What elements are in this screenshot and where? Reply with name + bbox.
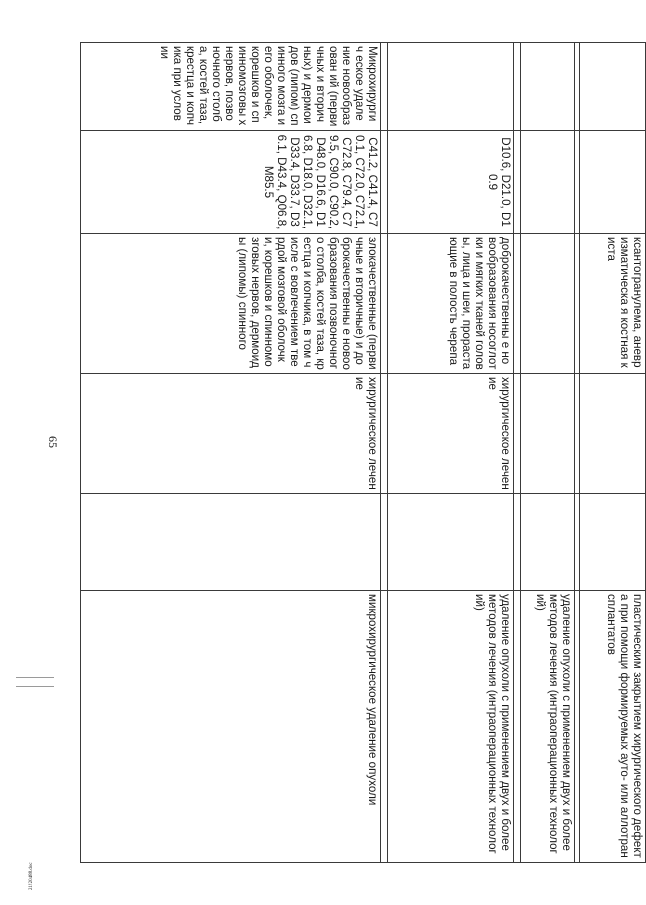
table-row [81, 43, 381, 863]
scan-mark [16, 686, 54, 687]
treatment-cell: пластическим закрытием хирургического дефекта при помощи формируемых ауто- или аллотрансплантатов [580, 591, 646, 863]
table-row [388, 43, 514, 863]
page-number: 65 [46, 436, 60, 448]
table-row [521, 43, 575, 863]
type-cell [521, 374, 575, 494]
description-cell: злокачественные (первичные и вторичные) и доброкачественны е новообразования позвоночного столба, костей таза, крестца и копчика, в том числе с вовлечением твердой мозговой оболочки, корешков и спинномозговых нервов, дермоиды (липомы) спинного [81, 234, 381, 374]
treatment-cell: микрохирургическое удаление опухоли [81, 591, 381, 863]
table-row [381, 43, 388, 863]
treatment-table [80, 42, 646, 863]
type-cell: хирургическое лечение [81, 374, 381, 494]
treatment-cell: удаление опухоли с применением двух и более методов лечения (интраоперационных технологий) [521, 591, 575, 863]
type-cell [580, 374, 646, 494]
description-cell: ксантогранулема, аневризматическа я костная киста [580, 234, 646, 374]
rotated-table-container [68, 42, 646, 862]
codes-cell: C41.2, C41.4, C70.1, C72.0, C72.1, C72.8, C79.4, C79.5, C90.0, C90.2, D48.0, D16.6, D16.8, D18.0, D32.1, D33.4, D33.7, D36.1, D43.4, Q06.8, M85.5 [81, 131, 381, 234]
treatment-cell: удаление опухоли с применением двух и более методов лечения (интраоперационных технологий) [388, 591, 514, 863]
name-cell [521, 43, 575, 131]
codes-cell [580, 131, 646, 234]
codes-cell [521, 131, 575, 234]
model-cell [580, 494, 646, 591]
description-cell: доброкачественны е новообразования носоглотки и мягких тканей головы, лица и шеи, прорастающие в полость черепа [388, 234, 514, 374]
name-cell [580, 43, 646, 131]
table-row [514, 43, 521, 863]
file-reference: 21!20488.doc [29, 862, 34, 890]
scan-mark [16, 677, 54, 678]
codes-cell: D10.6, D21.0, D10.9 [388, 131, 514, 234]
name-cell: Микрохирургич еское удаление новообразован ий (первичных и вторичных) и дермоидов (липом) спинного мозга и его оболочек, корешков и спинномозговы х нервов, позвоночного столба, костей таза, крестца и копчика при условии [81, 43, 381, 131]
type-cell: хирургическое лечение [388, 374, 514, 494]
model-cell [81, 494, 381, 591]
model-cell [521, 494, 575, 591]
name-cell [388, 43, 514, 131]
table-row [575, 43, 580, 863]
description-cell [521, 234, 575, 374]
table-row [580, 43, 646, 863]
model-cell [388, 494, 514, 591]
